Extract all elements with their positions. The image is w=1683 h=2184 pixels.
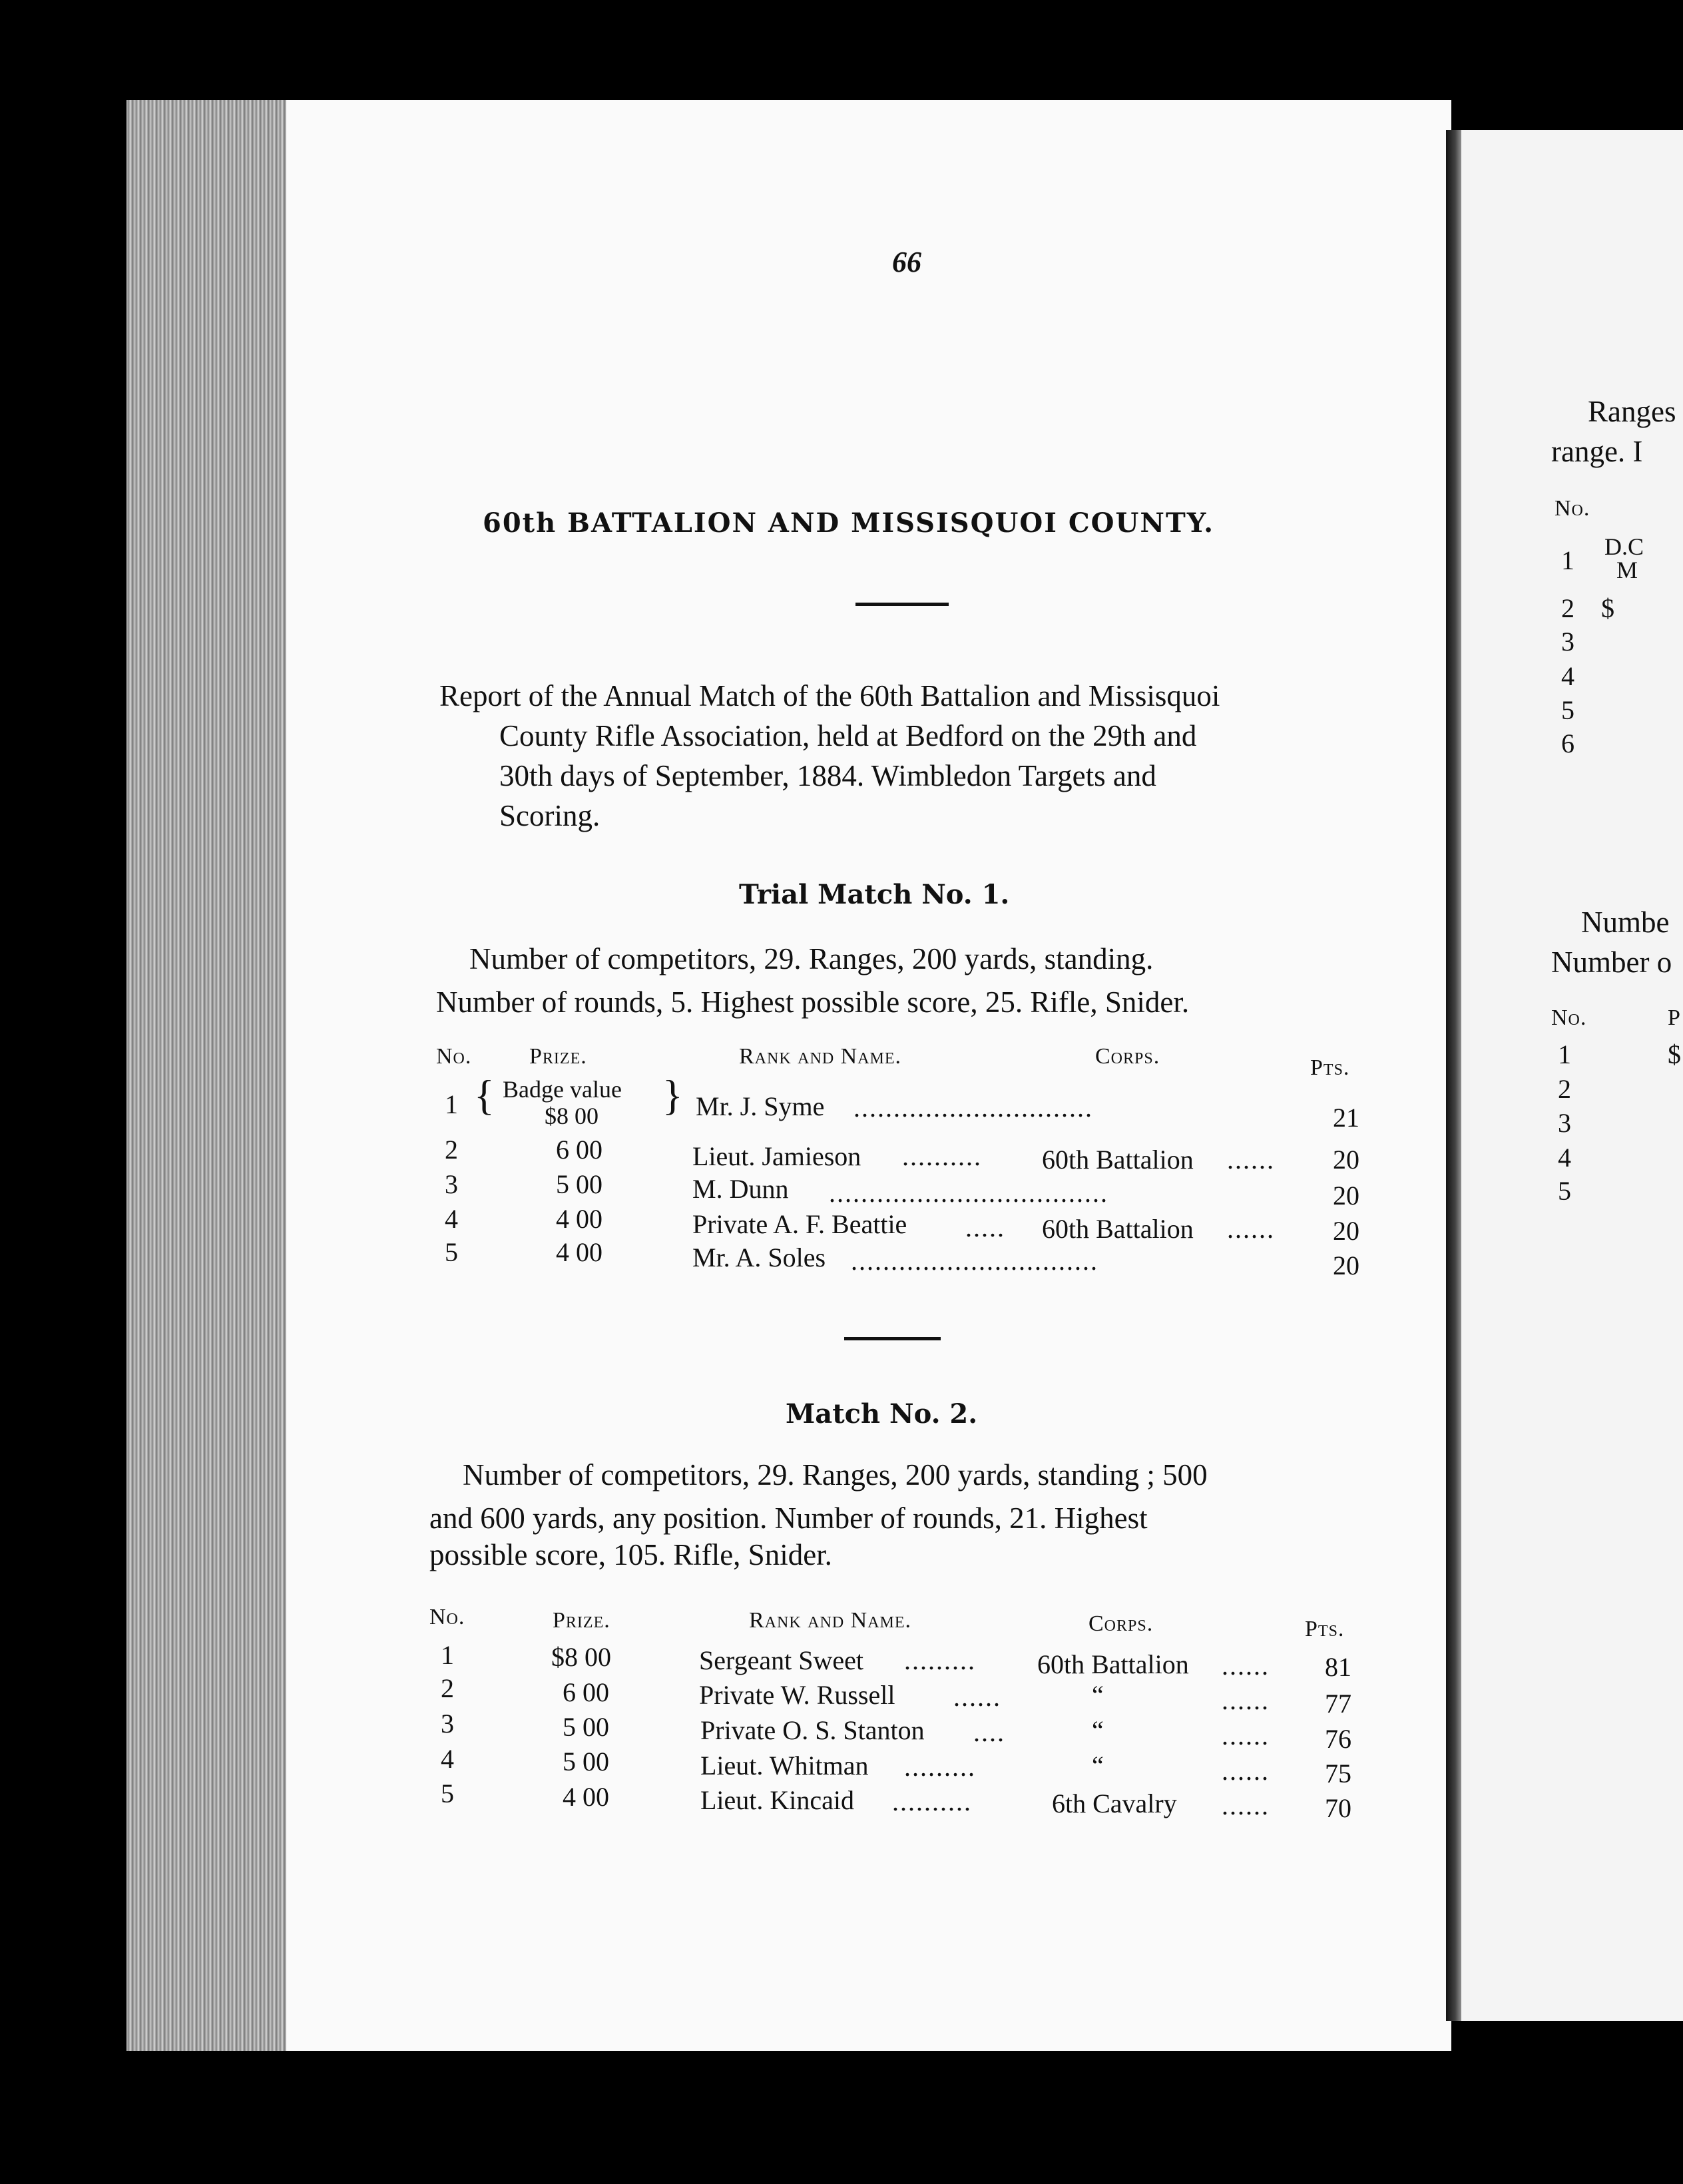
- leader-dots: ..........: [902, 1141, 982, 1171]
- leader-dots: .........: [904, 1645, 976, 1675]
- intro-line-1: Report of the Annual Match of the 60th Battalion and Missisquoi: [439, 679, 1220, 712]
- match1-row2-corps: 60th Battalion: [1042, 1145, 1194, 1175]
- match1-row4-corps: 60th Battalion: [1042, 1214, 1194, 1244]
- match2-row5-pts: 70: [1325, 1793, 1351, 1823]
- match2-col-no: No.: [429, 1605, 465, 1629]
- match1-title: Trial Match No. 1.: [739, 879, 1010, 910]
- match1-row1-prize: $8 00: [545, 1103, 599, 1129]
- match1-col-rank-name: Rank and Name.: [739, 1044, 902, 1069]
- match1-desc-line-1: Number of competitors, 29. Ranges, 200 yards, standing.: [469, 942, 1154, 975]
- match2-row4-name: Lieut. Whitman: [700, 1751, 869, 1780]
- right-page-number: 1: [1558, 1039, 1571, 1069]
- right-page-number: 4: [1558, 1143, 1571, 1173]
- match1-row4-name: Private A. F. Beattie: [692, 1209, 907, 1239]
- leader-dots: ......: [953, 1682, 1001, 1712]
- match2-row5-name: Lieut. Kincaid: [700, 1785, 855, 1815]
- match2-col-pts: Pts.: [1305, 1617, 1345, 1641]
- leader-dots: ......: [1227, 1214, 1275, 1244]
- book-page-edges: [126, 100, 300, 2051]
- match2-row3-no: 3: [441, 1709, 454, 1739]
- match1-desc-line-2: Number of rounds, 5. Highest possible score, 25. Rifle, Snider.: [436, 985, 1190, 1019]
- match2-desc-line-1: Number of competitors, 29. Ranges, 200 yards, standing ; 500: [463, 1458, 1208, 1492]
- intro-line-4: Scoring.: [499, 799, 601, 832]
- match2-row1-pts: 81: [1325, 1652, 1351, 1682]
- section-rule: [844, 1337, 941, 1340]
- match2-row2-corps: “: [1092, 1680, 1104, 1710]
- right-page-text: No.: [1551, 1005, 1587, 1030]
- match2-row2-name: Private W. Russell: [699, 1680, 895, 1710]
- match1-row3-pts: 20: [1333, 1181, 1359, 1211]
- match2-row5-no: 5: [441, 1778, 454, 1808]
- right-page-text: D.C: [1604, 533, 1644, 560]
- leader-dots: .........: [904, 1752, 976, 1782]
- match1-row1-name: Mr. J. Syme: [696, 1091, 825, 1121]
- match2-row4-corps: “: [1092, 1751, 1104, 1780]
- match2-row2-pts: 77: [1325, 1689, 1351, 1719]
- match1-row3-name: M. Dunn: [692, 1174, 789, 1204]
- match1-row2-no: 2: [445, 1135, 458, 1165]
- right-page-number: 6: [1561, 728, 1574, 758]
- match1-row2-prize: 6 00: [556, 1135, 602, 1165]
- leader-dots: ......: [1222, 1790, 1270, 1820]
- right-page-number: 1: [1561, 545, 1574, 575]
- right-page-text: Ranges: [1588, 395, 1676, 428]
- right-page-text: M: [1616, 557, 1638, 583]
- right-page-number: 4: [1561, 661, 1574, 691]
- match1-row5-pts: 20: [1333, 1250, 1359, 1280]
- match1-row4-pts: 20: [1333, 1216, 1359, 1246]
- page-heading: 60th BATTALION AND MISSISQUOI COUNTY.: [483, 507, 1215, 539]
- match2-col-corps: Corps.: [1088, 1611, 1154, 1636]
- match2-row3-name: Private O. S. Stanton: [700, 1715, 925, 1745]
- match2-row5-prize: 4 00: [563, 1782, 609, 1812]
- match2-col-rank-name: Rank and Name.: [749, 1608, 912, 1633]
- match2-row2-prize: 6 00: [563, 1677, 609, 1707]
- left-brace: {: [474, 1071, 495, 1119]
- right-page-text: $: [1601, 593, 1614, 623]
- right-page-number: 2: [1561, 593, 1574, 623]
- match1-row1-no: 1: [445, 1089, 458, 1119]
- match2-row4-no: 4: [441, 1744, 454, 1774]
- leader-dots: ......: [1222, 1756, 1270, 1786]
- right-page-number: 3: [1558, 1108, 1571, 1138]
- match2-row2-no: 2: [441, 1673, 454, 1703]
- match2-row4-pts: 75: [1325, 1759, 1351, 1788]
- leader-dots: ......: [1227, 1145, 1275, 1175]
- match1-row2-pts: 20: [1333, 1145, 1359, 1175]
- leader-dots: ....: [973, 1717, 1005, 1747]
- match2-row4-prize: 5 00: [563, 1747, 609, 1776]
- page-number: 66: [892, 246, 921, 278]
- leader-dots: ......: [1222, 1721, 1270, 1751]
- match2-title: Match No. 2.: [786, 1398, 978, 1430]
- leader-dots: ..............................: [853, 1093, 1093, 1123]
- right-page-text: Number o: [1551, 946, 1672, 979]
- match2-row1-name: Sergeant Sweet: [699, 1645, 863, 1675]
- right-page-text: No.: [1555, 496, 1590, 521]
- match1-col-prize: Prize.: [529, 1044, 587, 1069]
- right-page-text: P: [1668, 1005, 1681, 1030]
- match2-row5-corps: 6th Cavalry: [1052, 1788, 1177, 1818]
- match2-desc-line-3: possible score, 105. Rifle, Snider.: [429, 1538, 832, 1571]
- leader-dots: ...............................: [851, 1246, 1098, 1276]
- match2-desc-line-2: and 600 yards, any position. Number of rounds, 21. Highest: [429, 1502, 1148, 1535]
- match1-row4-no: 4: [445, 1204, 458, 1234]
- intro-line-2: County Rifle Association, held at Bedford on the 29th and: [499, 719, 1197, 752]
- match1-row1-pts: 21: [1333, 1103, 1359, 1133]
- match2-row1-corps: 60th Battalion: [1037, 1649, 1189, 1679]
- match1-row5-name: Mr. A. Soles: [692, 1242, 826, 1272]
- left-page: [286, 100, 1451, 2051]
- match2-row1-prize: $8 00: [551, 1642, 611, 1672]
- match2-row3-prize: 5 00: [563, 1712, 609, 1742]
- intro-line-3: 30th days of September, 1884. Wimbledon Targets and: [499, 759, 1156, 792]
- match2-row1-no: 1: [441, 1640, 454, 1670]
- right-brace: }: [662, 1071, 683, 1119]
- match1-row3-no: 3: [445, 1169, 458, 1199]
- right-page-number: 3: [1561, 627, 1574, 657]
- match2-row3-pts: 76: [1325, 1724, 1351, 1754]
- leader-dots: .....: [965, 1213, 1005, 1242]
- leader-dots: ..........: [892, 1786, 972, 1816]
- match1-row1-prize-note: Badge value: [503, 1076, 622, 1103]
- right-page-number: 5: [1561, 695, 1574, 725]
- match2-col-prize: Prize.: [553, 1608, 610, 1633]
- match1-col-no: No.: [436, 1044, 472, 1069]
- leader-dots: ...................................: [829, 1178, 1108, 1208]
- right-page-number: 2: [1558, 1074, 1571, 1104]
- match2-row3-corps: “: [1092, 1715, 1104, 1745]
- right-page-number: 5: [1558, 1176, 1571, 1206]
- leader-dots: ......: [1222, 1685, 1270, 1715]
- match1-col-corps: Corps.: [1095, 1044, 1160, 1069]
- match1-row4-prize: 4 00: [556, 1204, 602, 1234]
- right-page-text: Numbe: [1581, 906, 1670, 939]
- match1-row5-prize: 4 00: [556, 1237, 602, 1267]
- right-page-text: range. I: [1551, 435, 1643, 468]
- heading-rule: [855, 603, 949, 606]
- match1-row3-prize: 5 00: [556, 1169, 602, 1199]
- leader-dots: ......: [1222, 1651, 1270, 1681]
- right-page-text: $: [1668, 1039, 1681, 1069]
- match1-row5-no: 5: [445, 1237, 458, 1267]
- match1-col-pts: Pts.: [1310, 1055, 1350, 1080]
- match1-row2-name: Lieut. Jamieson: [692, 1141, 861, 1171]
